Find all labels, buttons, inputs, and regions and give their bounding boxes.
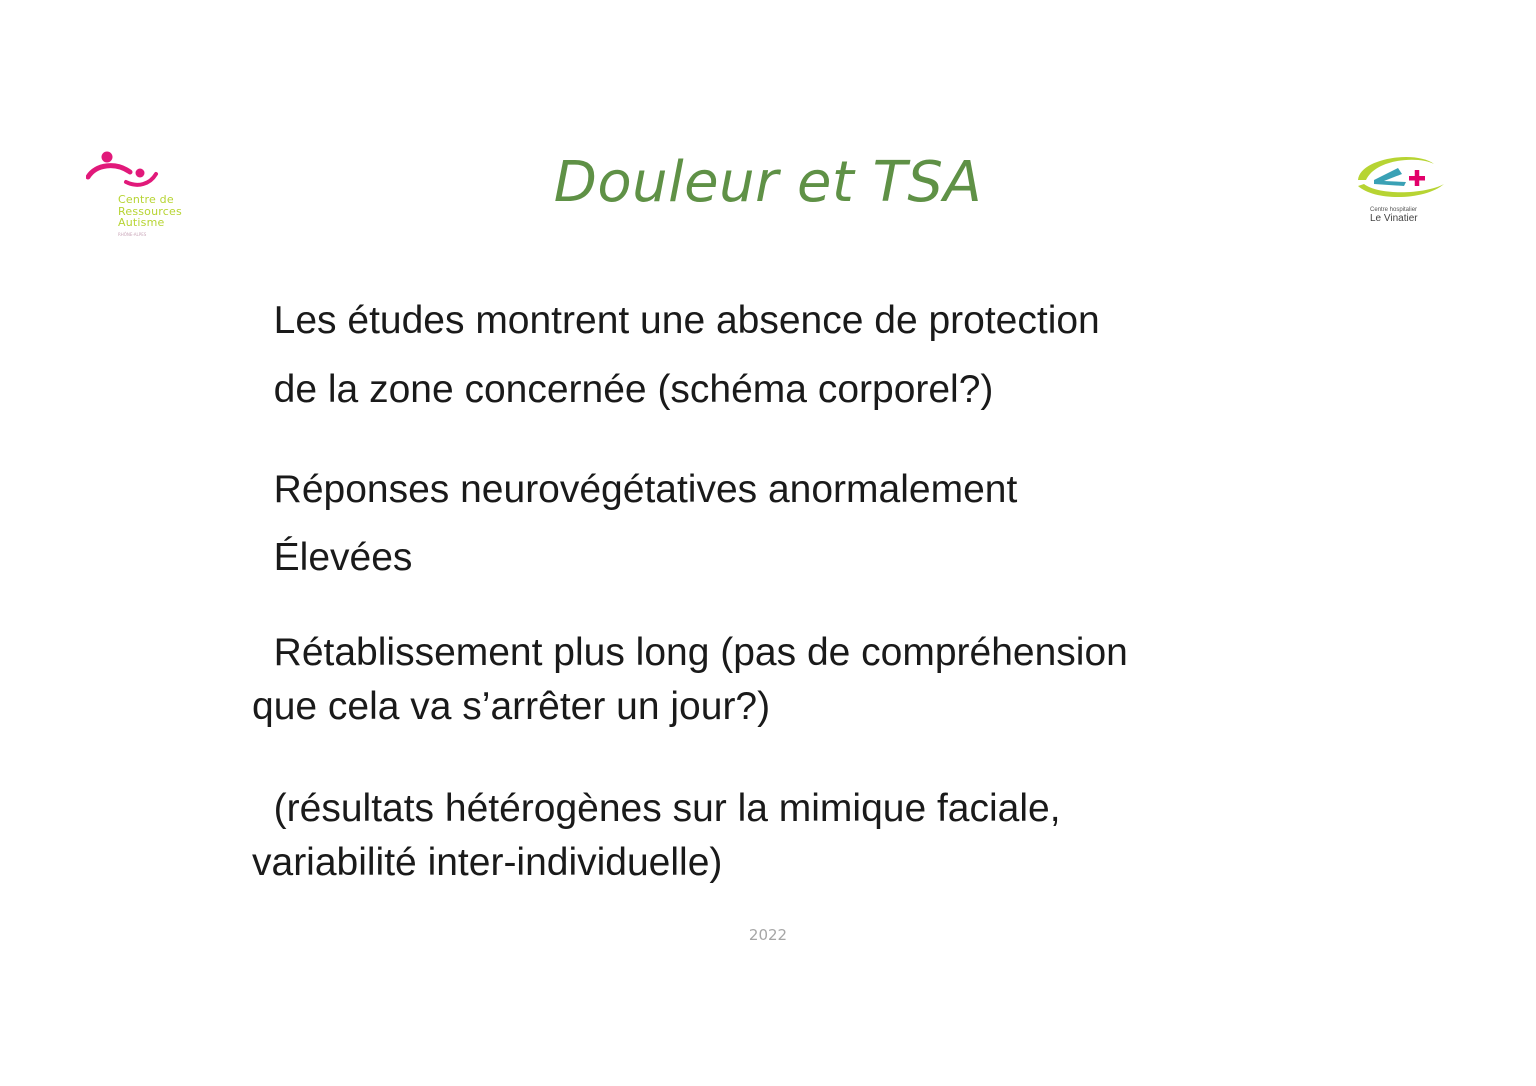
paragraph-neurovegetative: Réponses neurovégétatives anormalement Élevées — [273, 468, 1018, 579]
slide-title: Douleur et TSA — [553, 150, 983, 215]
vinatier-small-text: Centre hospitalier — [1370, 207, 1418, 213]
paragraph-facial-expression: (résultats hétérogènes sur la mimique faciale, variabilité inter-individuelle) — [252, 787, 1061, 884]
paragraph-protection: Les études montrent une absence de protection de la zone concernée (schéma corporel?) — [273, 299, 1100, 411]
cra-name: Centre de Ressources Autisme — [118, 193, 182, 229]
footer-year: 2022 — [748, 926, 788, 944]
vinatier-name: Le Vinatier — [1370, 213, 1418, 224]
vinatier-logo — [1346, 150, 1456, 228]
paragraph-recovery: Rétablissement plus long (pas de compréhension que cela va s’arrêter un jour?) — [252, 631, 1128, 728]
cra-subline: RHÔNE-ALPES — [118, 232, 147, 237]
vinatier-emblem-icon — [1346, 150, 1456, 210]
